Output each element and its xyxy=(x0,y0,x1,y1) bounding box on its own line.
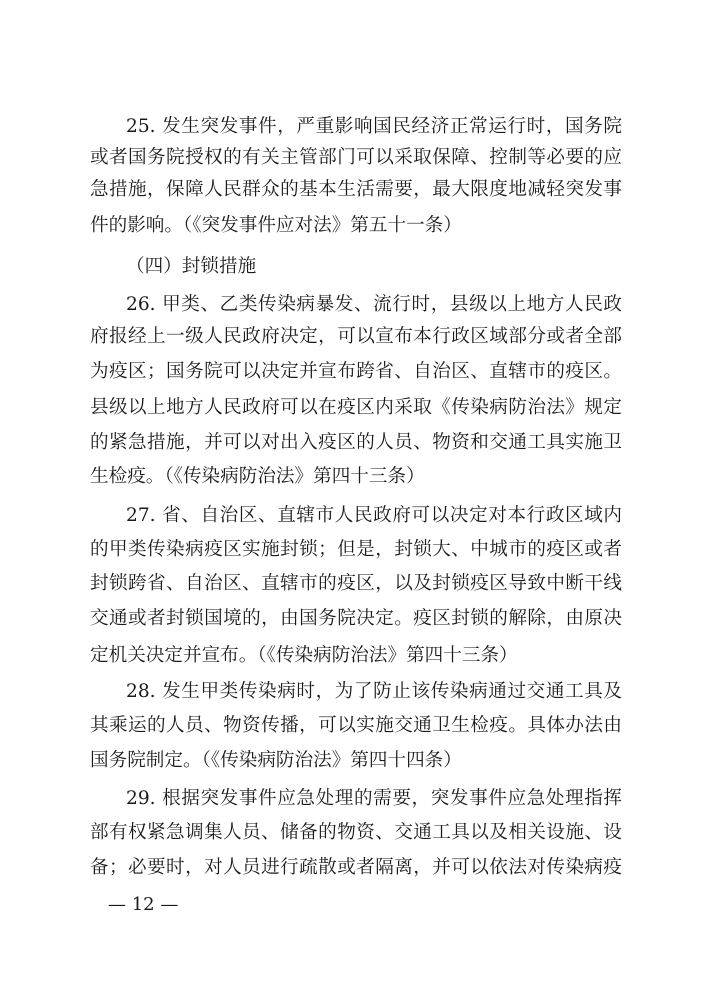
paragraph-29-line-3: 备；必要时，对人员进行疏散或者隔离，并可以依法对传染病疫 xyxy=(90,857,622,878)
paragraph-29-line-2: 部有权紧急调集人员、储备的物资、交通工具以及相关设施、设 xyxy=(90,822,622,843)
paragraph-28-line-1: 28. 发生甲类传染病时，为了防止该传染病通过交通工具及 xyxy=(126,681,622,702)
paragraph-27-line-4: 交通或者封锁国境的，由国务院决定。疫区封锁的解除，由原决 xyxy=(90,608,622,629)
paragraph-27-line-1: 27. 省、自治区、直辖市人民政府可以决定对本行政区域内 xyxy=(126,505,622,526)
paragraph-27-line-3: 封锁跨省、自治区、直辖市的疫区，以及封锁疫区导致中断干线 xyxy=(90,573,622,594)
paragraph-25-line-2: 或者国务院授权的有关主管部门可以采取保障、控制等必要的应 xyxy=(90,147,622,168)
paragraph-28-line-2: 其乘运的人员、物资传播，可以实施交通卫生检疫。具体办法由 xyxy=(90,715,622,736)
paragraph-26-line-3: 为疫区；国务院可以决定并宣布跨省、自治区、直辖市的疫区。 xyxy=(90,361,622,382)
paragraph-26-line-4: 县级以上地方人民政府可以在疫区内采取《传染病防治法》规定 xyxy=(90,397,622,418)
section-heading-4: （四）封锁措施 xyxy=(126,256,257,277)
page-number: — 12 — xyxy=(108,894,179,915)
paragraph-25-line-4: 件的影响。（《突发事件应对法》第五十一条） xyxy=(90,215,462,236)
paragraph-28-line-3: 国务院制定。（《传染病防治法》第四十四条） xyxy=(90,750,462,771)
paragraph-25-line-1: 25. 发生突发事件，严重影响国民经济正常运行时，国务院 xyxy=(126,116,622,137)
paragraph-26-line-2: 府报经上一级人民政府决定，可以宣布本行政区域部分或者全部 xyxy=(90,326,622,347)
paragraph-25-line-3: 急措施，保障人民群众的基本生活需要，最大限度地减轻突发事 xyxy=(90,179,622,200)
paragraph-26-line-5: 的紧急措施，并可以对出入疫区的人员、物资和交通工具实施卫 xyxy=(90,432,622,453)
paragraph-27-line-2: 的甲类传染病疫区实施封锁；但是，封锁大、中城市的疫区或者 xyxy=(90,539,622,560)
paragraph-26-line-1: 26. 甲类、乙类传染病暴发、流行时，县级以上地方人民政 xyxy=(126,294,622,315)
paragraph-26-line-6: 生检疫。（《传染病防治法》第四十三条） xyxy=(90,466,425,487)
paragraph-27-line-5: 定机关决定并宣布。（《传染病防治法》第四十三条） xyxy=(90,645,518,666)
paragraph-29-line-1: 29. 根据突发事件应急处理的需要，突发事件应急处理指挥 xyxy=(126,788,622,809)
